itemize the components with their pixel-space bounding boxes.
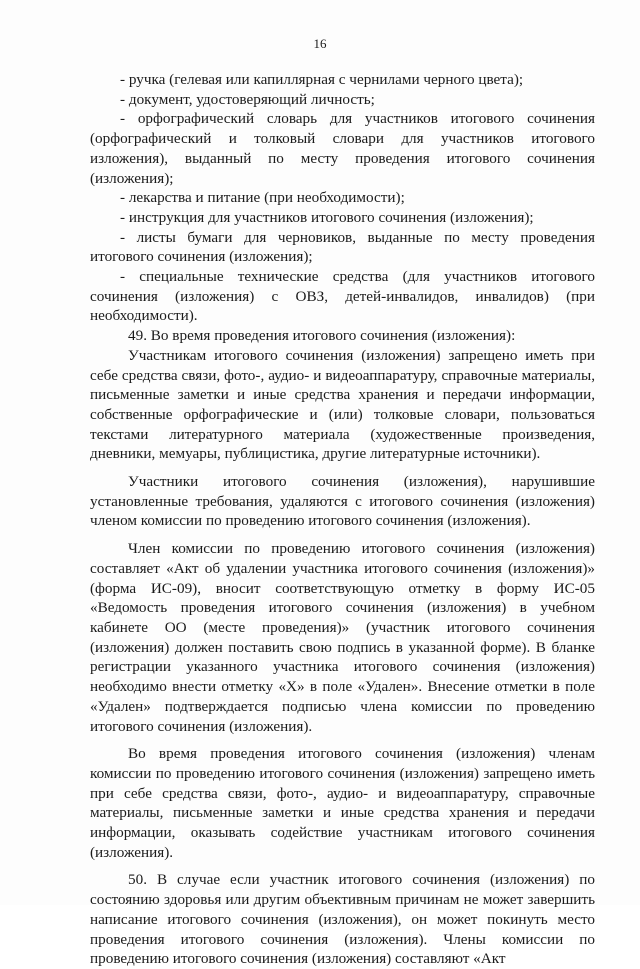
paragraph-prohibited-items: Участникам итогового сочинения (изложения) запрещено иметь при себе средства связи, фото-, аудио- и видеоаппаратуру, справочные материалы, письменные заметки и иные средства хранения и передачи информации, собственные орфографические и (или) толковые словари, пользоваться текстами литературного материала (художественные произведения, дневники, мемуары, публицистика, другие литературные источники). — [90, 346, 595, 463]
list-item-draft-sheets: - листы бумаги для черновиков, выданные по месту проведения итогового сочинения (изложения); — [90, 228, 595, 266]
page-number: 16 — [313, 36, 327, 51]
list-item-pen: - ручка (гелевая или капиллярная с чернилами черного цвета); — [120, 71, 524, 88]
list-item-dictionary: - орфографический словарь для участников итогового сочинения (орфографический и толковый словари для участников итогового изложения), выданный по месту проведения итогового сочинения (изложения); — [90, 110, 595, 187]
list-item-medicine: - лекарства и питание (при необходимости); — [120, 189, 405, 207]
paragraph-commission-prohibitions: Во время проведения итогового сочинения (изложения) членам комиссии по проведению итогового сочинения (изложения) запрещено иметь при себе средства связи, фото-, аудио- и видеоаппаратуру, справочные материалы, письменные заметки и иные средства хранения и передачи информации, оказывать содействие участникам итогового сочинения (изложения). — [90, 745, 595, 861]
paragraph-removal-act: Член комиссии по проведению итогового сочинения (изложения) составляет «Акт об удалении участника итогового сочинения (изложения)» (форма ИС-09), вносит соответствующую отметку в форму ИС-05 «Ведомость проведения итогового сочинения (изложения) в учебном кабинете ОО (месте проведения)» (участник итогового сочинения (изложения) должен поставить свою подпись в указанной форме). В бланке регистрации указанного участника итогового сочинения (изложения) необходимо внести отметку «Х» в поле «Удален». Внесение отметки в поле «Удален» подтверждается подписью члена комиссии по проведению итогового сочинения (изложения). — [90, 540, 595, 735]
list-item-identity-document: - документ, удостоверяющий личность; — [120, 90, 375, 108]
paragraph-removal: Участники итогового сочинения (изложения), нарушившие установленные требования, удаляются с итогового сочинения (изложения) членом комиссии по проведению итогового сочинения (изложения). — [90, 473, 595, 530]
list-item-instruction: - инструкция для участников итогового сочинения (изложения); — [120, 208, 534, 226]
document-body — [90, 70, 595, 969]
paragraph-section-50: 50. В случае если участник итогового сочинения (изложения) по состоянию здоровья или другим объективным причинам не может завершить написание итогового сочинения (изложения), он может покинуть место проведения итогового сочинения (изложения). Члены комиссии по проведению итогового сочинения (изложения) составляют «Акт — [90, 871, 595, 968]
list-item-technical-means: - специальные технические средства (для участников итогового сочинения (изложения) с ОВЗ, детей-инвалидов, инвалидов) (при необходимости). — [90, 268, 595, 325]
section-heading-49: 49. Во время проведения итогового сочинения (изложения): — [128, 327, 516, 345]
